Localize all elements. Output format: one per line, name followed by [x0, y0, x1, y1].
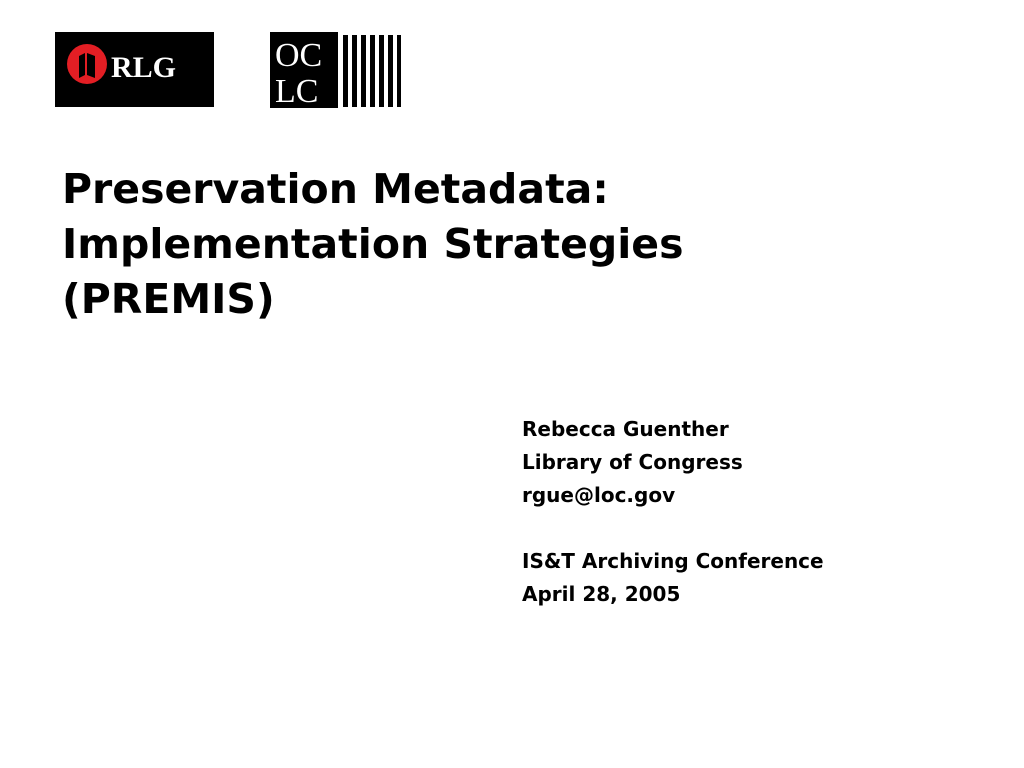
event-name: IS&T Archiving Conference	[522, 549, 824, 573]
event-date: April 28, 2005	[522, 582, 681, 606]
slide-title	[62, 162, 684, 327]
oclc-bar	[370, 35, 375, 107]
oclc-logo	[270, 27, 406, 109]
oclc-logo-line2: LC	[275, 73, 319, 109]
oclc-logo-graphic	[270, 27, 406, 109]
slide-title-line: (PREMIS)	[62, 275, 275, 323]
oclc-bar	[397, 35, 401, 107]
rlg-logo-book-left	[79, 53, 85, 78]
spacer	[522, 512, 824, 545]
email-address: rgue@loc.gov	[522, 483, 676, 507]
oclc-bar	[361, 35, 366, 107]
rlg-logo-graphic	[55, 32, 214, 107]
oclc-bar	[352, 35, 357, 107]
slide-title-line: Implementation Strategies	[62, 220, 684, 268]
oclc-bar	[388, 35, 393, 107]
slide-title-line: Preservation Metadata:	[62, 165, 609, 213]
presenter-info	[522, 413, 824, 611]
oclc-bar	[343, 35, 348, 107]
rlg-logo	[55, 32, 214, 107]
oclc-logo-line1: OC	[275, 37, 323, 74]
rlg-logo-book-right	[87, 53, 95, 78]
author-name: Rebecca Guenther	[522, 417, 729, 441]
oclc-bar	[379, 35, 384, 107]
rlg-logo-text: RLG	[111, 51, 177, 84]
oclc-logo-bars	[343, 35, 401, 107]
organization: Library of Congress	[522, 450, 743, 474]
